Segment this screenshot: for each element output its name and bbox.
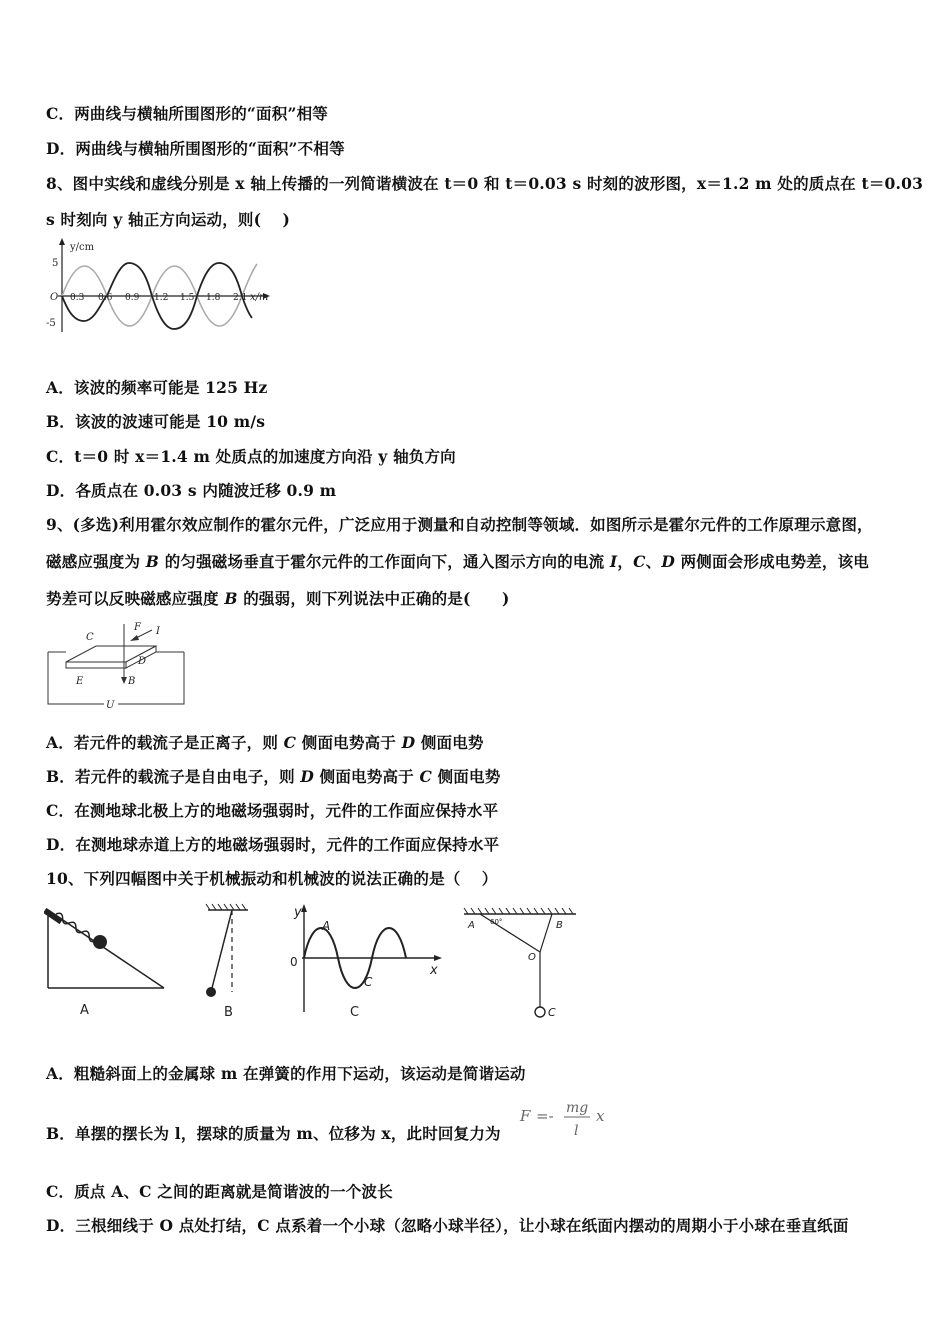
q8-option-b: B．该波的波速可能是 10 m/s xyxy=(46,412,266,431)
figure-a-incline xyxy=(44,908,164,1018)
formula-numerator: mg xyxy=(566,1100,589,1116)
label-f: F xyxy=(134,622,141,633)
figure-c-wave xyxy=(290,904,442,1020)
x-tick: 1.5 xyxy=(180,293,195,303)
q8-stem-line2: s 时刻向 y 轴正方向运动，则( ) xyxy=(46,210,290,229)
label-d: D xyxy=(138,656,147,667)
label-b: B xyxy=(128,676,136,687)
q8-wave-graph xyxy=(44,236,284,336)
formula-x: x xyxy=(596,1107,605,1125)
symbol-i: I xyxy=(609,552,618,571)
q8-option-c: C．t＝0 时 x＝1.4 m 处质点的加速度方向沿 y 轴负方向 xyxy=(46,447,456,466)
x-tick: 0.6 xyxy=(98,293,113,303)
text: 侧面电势高于 xyxy=(296,733,402,752)
symbol-c: C xyxy=(633,552,646,571)
text: 侧面电势 xyxy=(432,767,501,786)
metal-ball xyxy=(93,935,107,949)
symbol-d: D xyxy=(401,733,416,752)
q7-option-c: C．两曲线与横轴所围图形的“面积”相等 xyxy=(46,104,328,123)
symbol-c: C xyxy=(419,767,433,786)
figure-a-label: A xyxy=(80,1003,89,1018)
symbol-b: B xyxy=(145,552,160,571)
y-tick-5: 5 xyxy=(52,258,59,269)
q10-option-c: C．质点 A、C 之间的距离就是简谐波的一个波长 xyxy=(46,1182,393,1201)
x-tick: 0.9 xyxy=(125,293,140,303)
q10-option-d: D．三根细线于 O 点处打结，C 点系着一个小球（忽略小球半径），让小球在纸面内摆动的周期小于小球在垂直纸面 xyxy=(46,1216,849,1235)
figure-b-pendulum xyxy=(206,904,248,1020)
x-tick: 1.2 xyxy=(154,293,169,303)
figure-b-label: B xyxy=(224,1005,233,1020)
figure-d-knot xyxy=(464,908,576,1019)
symbol-c: C xyxy=(283,733,297,752)
angle-label: 60° xyxy=(490,918,503,926)
q10-stem: 10、下列四幅图中关于机械振动和机械波的说法正确的是（ ） xyxy=(46,869,498,888)
point-o-label: O xyxy=(528,952,536,963)
point-c-label: C xyxy=(548,1006,556,1019)
text: 的匀强磁场垂直于霍尔元件的工作面向下，通入图示方向的电流 xyxy=(159,552,610,571)
text: 侧面电势高于 xyxy=(314,767,420,786)
q9-hall-element-figure xyxy=(44,618,192,710)
origin-label: 0 xyxy=(290,955,298,969)
q9-stem-line1: 9、(多选)利用霍尔效应制作的霍尔元件，广泛应用于测量和自动控制等领域．如图所示是霍尔元件的工作原理示意图， xyxy=(46,515,873,534)
point-c-label: C xyxy=(364,975,373,989)
figure-c-label: C xyxy=(350,1005,360,1020)
y-axis-label: y/cm xyxy=(70,242,95,253)
text: 的强弱，则下列说法中正确的是( ) xyxy=(237,589,510,608)
point-a-label: A xyxy=(468,920,475,931)
text: 势差可以反映磁感应强度 xyxy=(46,589,225,608)
label-c: C xyxy=(86,632,94,643)
x-tick: 0.3 xyxy=(70,293,85,303)
text: 侧面电势 xyxy=(415,733,484,752)
x-tick: 1.8 xyxy=(206,293,221,303)
q8-option-a: A．该波的频率可能是 125 Hz xyxy=(46,378,268,397)
q9-option-d: D．在测地球赤道上方的地磁场强弱时，元件的工作面应保持水平 xyxy=(46,835,500,854)
ball-c xyxy=(535,1007,545,1017)
text: B．若元件的载流子是自由电子，则 xyxy=(46,767,301,786)
formula-denominator: l xyxy=(574,1123,579,1139)
origin-label: O xyxy=(50,292,59,303)
x-tick: 2.1 xyxy=(233,293,248,303)
text: ， xyxy=(617,552,634,571)
y-axis-arrow xyxy=(59,238,65,245)
text: A．若元件的载流子是正离子，则 xyxy=(46,733,284,752)
point-b-label: B xyxy=(556,920,563,931)
x-axis-label: x/m xyxy=(250,292,269,303)
symbol-b: B xyxy=(224,589,238,608)
q8-stem-line1: 8、图中实线和虚线分别是 x 轴上传播的一列简谐横波在 t＝0 和 t＝0.03 s 时刻的波形图，x＝1.2 m 处的质点在 t＝0.03 xyxy=(46,174,924,193)
label-u: U xyxy=(106,700,115,710)
text: 两侧面会形成电势差，该电 xyxy=(674,552,869,571)
q10-option-a: A．粗糙斜面上的金属球 m 在弹簧的作用下运动，该运动是简谐运动 xyxy=(46,1064,526,1083)
restoring-force-formula xyxy=(518,1097,614,1145)
y-tick-neg5: -5 xyxy=(46,318,56,329)
symbol-d: D xyxy=(300,767,315,786)
text: 磁感应强度为 xyxy=(46,552,146,571)
symbol-d: D xyxy=(661,552,675,571)
x-axis-label: x xyxy=(430,963,438,978)
q8-option-d: D．各质点在 0.03 s 内随波迁移 0.9 m xyxy=(46,481,337,500)
q10-option-b: B．单摆的摆长为 l，摆球的质量为 m、位移为 x，此时回复力为 xyxy=(46,1124,501,1143)
q9-option-c: C．在测地球北极上方的地磁场强弱时，元件的工作面应保持水平 xyxy=(46,801,499,820)
q9-stem-line3 xyxy=(46,587,510,609)
label-e: E xyxy=(76,676,84,687)
pendulum-bob xyxy=(206,987,216,997)
q9-option-b xyxy=(46,765,500,787)
hall-plate-front xyxy=(66,662,126,668)
q9-stem-line2 xyxy=(46,550,869,572)
y-axis-label: y xyxy=(294,905,302,920)
text: 、 xyxy=(645,552,662,571)
q7-option-d: D．两曲线与横轴所围图形的“面积”不相等 xyxy=(46,139,345,158)
point-a-label: A xyxy=(322,919,331,933)
q9-option-a xyxy=(46,731,484,753)
formula-eq: =- xyxy=(536,1107,554,1125)
q10-figures xyxy=(44,900,604,1025)
label-i: I xyxy=(156,626,160,637)
formula-f: F xyxy=(520,1107,531,1125)
